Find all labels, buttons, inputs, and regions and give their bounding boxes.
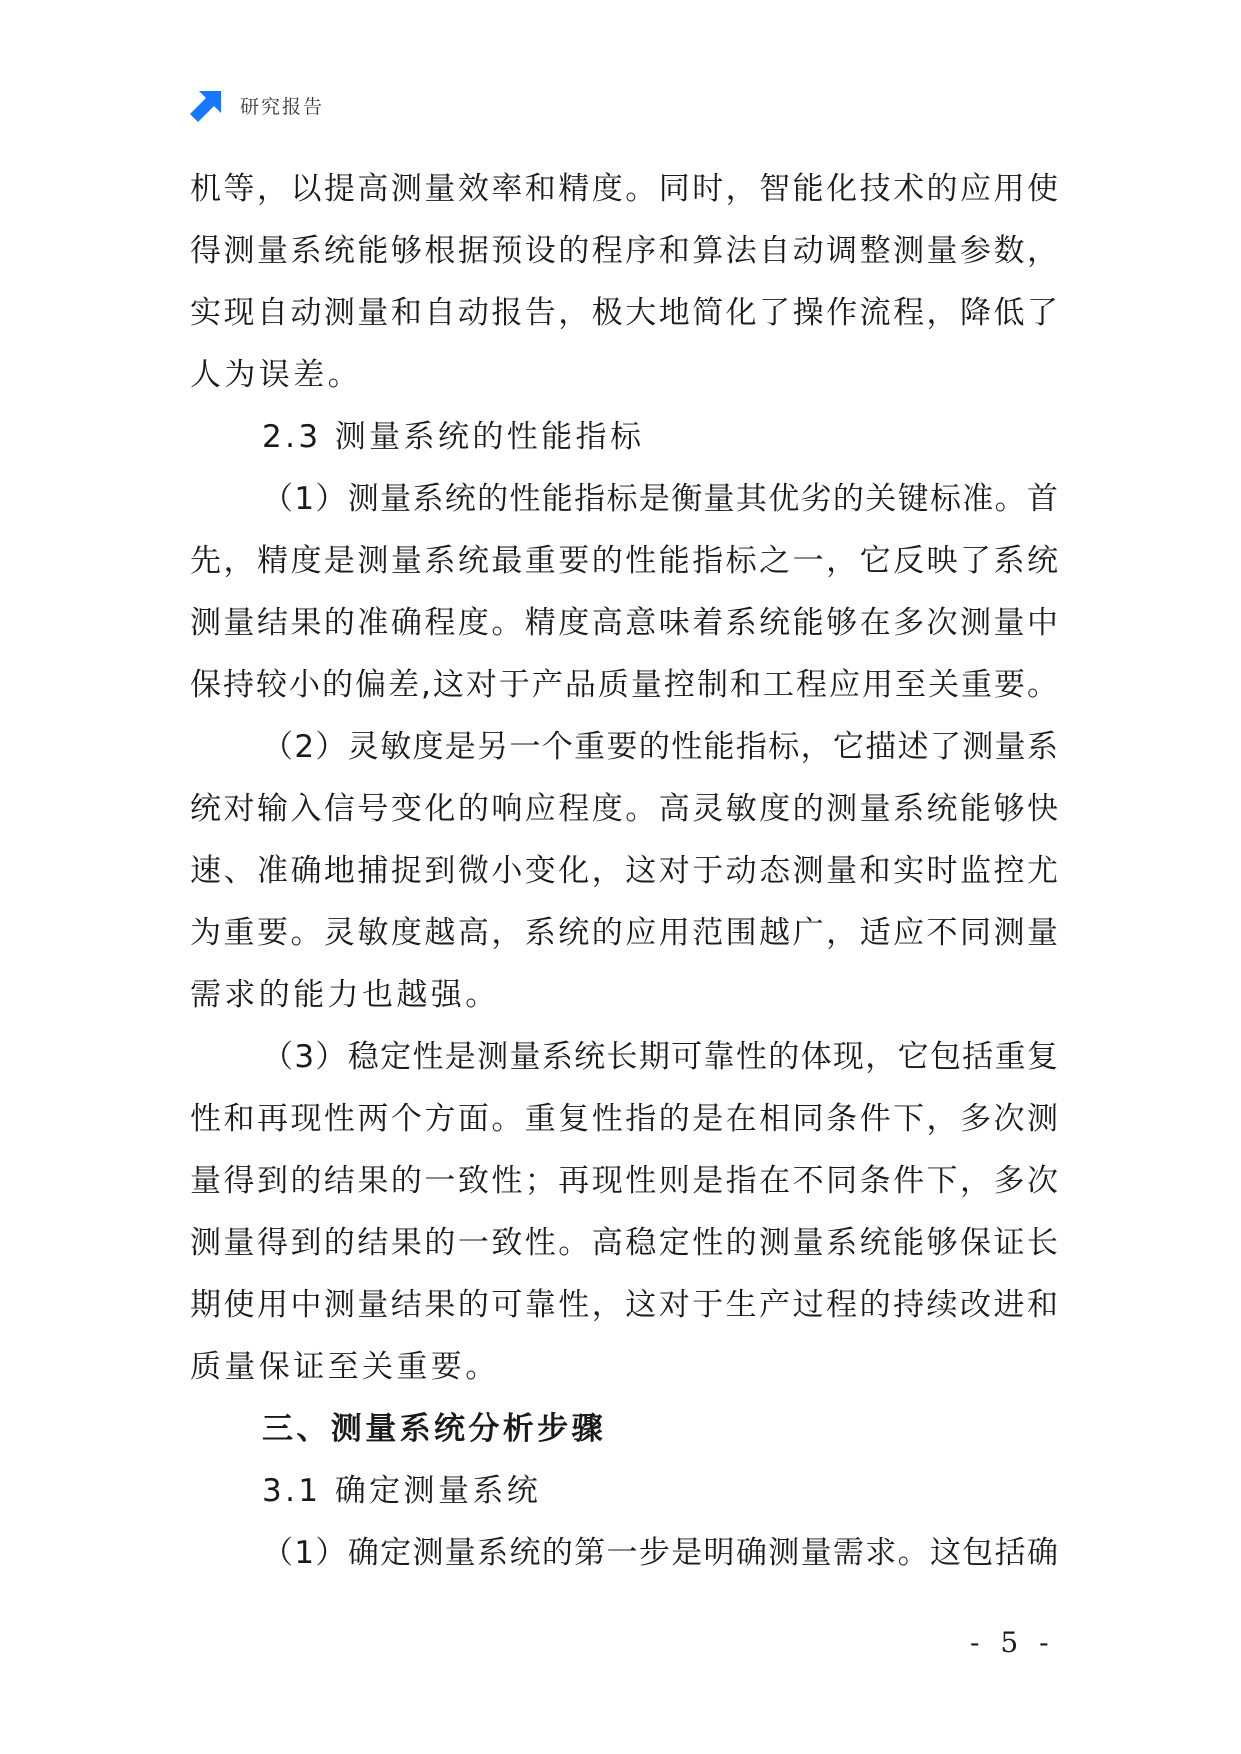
paragraph-line: 为重要。灵敏度越高，系统的应用范围越广，适应不同测量: [190, 915, 1058, 951]
page-number: - 5 -: [970, 1626, 1055, 1659]
paragraph-line: 实现自动测量和自动报告，极大地简化了操作流程，降低了: [190, 295, 1058, 331]
document-body: [190, 158, 1058, 1584]
paragraph-line: 机等，以提高测量效率和精度。同时，智能化技术的应用使: [190, 171, 1058, 207]
chapter-heading: 三、测量系统分析步骤: [262, 1411, 606, 1447]
section-heading: 3.1 确定测量系统: [262, 1473, 542, 1509]
paragraph-line: 保持较小的偏差,这对于产品质量控制和工程应用至关重要。: [190, 667, 1058, 703]
paragraph-line: 期使用中测量结果的可靠性，这对于生产过程的持续改进和: [190, 1287, 1058, 1323]
arrow-up-right-icon: [190, 88, 224, 122]
paragraph-line: 得测量系统能够根据预设的程序和算法自动调整测量参数，: [190, 233, 1058, 269]
paragraph-line: （1）测量系统的性能指标是衡量其优劣的关键标准。首: [262, 481, 1058, 517]
section-heading: 2.3 测量系统的性能指标: [262, 419, 645, 455]
paragraph-line: 人为误差。: [190, 357, 362, 393]
paragraph-line: 统对输入信号变化的响应程度。高灵敏度的测量系统能够快: [190, 791, 1058, 827]
paragraph-line: 需求的能力也越强。: [190, 977, 500, 1013]
header-title: 研究报告: [240, 95, 325, 118]
paragraph-line: 性和再现性两个方面。重复性指的是在相同条件下，多次测: [190, 1101, 1058, 1137]
paragraph-line: 量得到的结果的一致性；再现性则是指在不同条件下，多次: [190, 1163, 1058, 1199]
paragraph-line: 质量保证至关重要。: [190, 1349, 500, 1385]
paragraph-line: 测量结果的准确程度。精度高意味着系统能够在多次测量中: [190, 605, 1058, 641]
paragraph-line: 测量得到的结果的一致性。高稳定性的测量系统能够保证长: [190, 1225, 1058, 1261]
paragraph-line: （2）灵敏度是另一个重要的性能指标，它描述了测量系: [262, 729, 1058, 765]
paragraph-line: 速、准确地捕捉到微小变化，这对于动态测量和实时监控尤: [190, 853, 1058, 889]
paragraph-line: （3）稳定性是测量系统长期可靠性的体现，它包括重复: [262, 1039, 1058, 1075]
paragraph-line: （1）确定测量系统的第一步是明确测量需求。这包括确: [262, 1535, 1058, 1571]
paragraph-line: 先，精度是测量系统最重要的性能指标之一，它反映了系统: [190, 543, 1058, 579]
document-header: [190, 88, 324, 122]
